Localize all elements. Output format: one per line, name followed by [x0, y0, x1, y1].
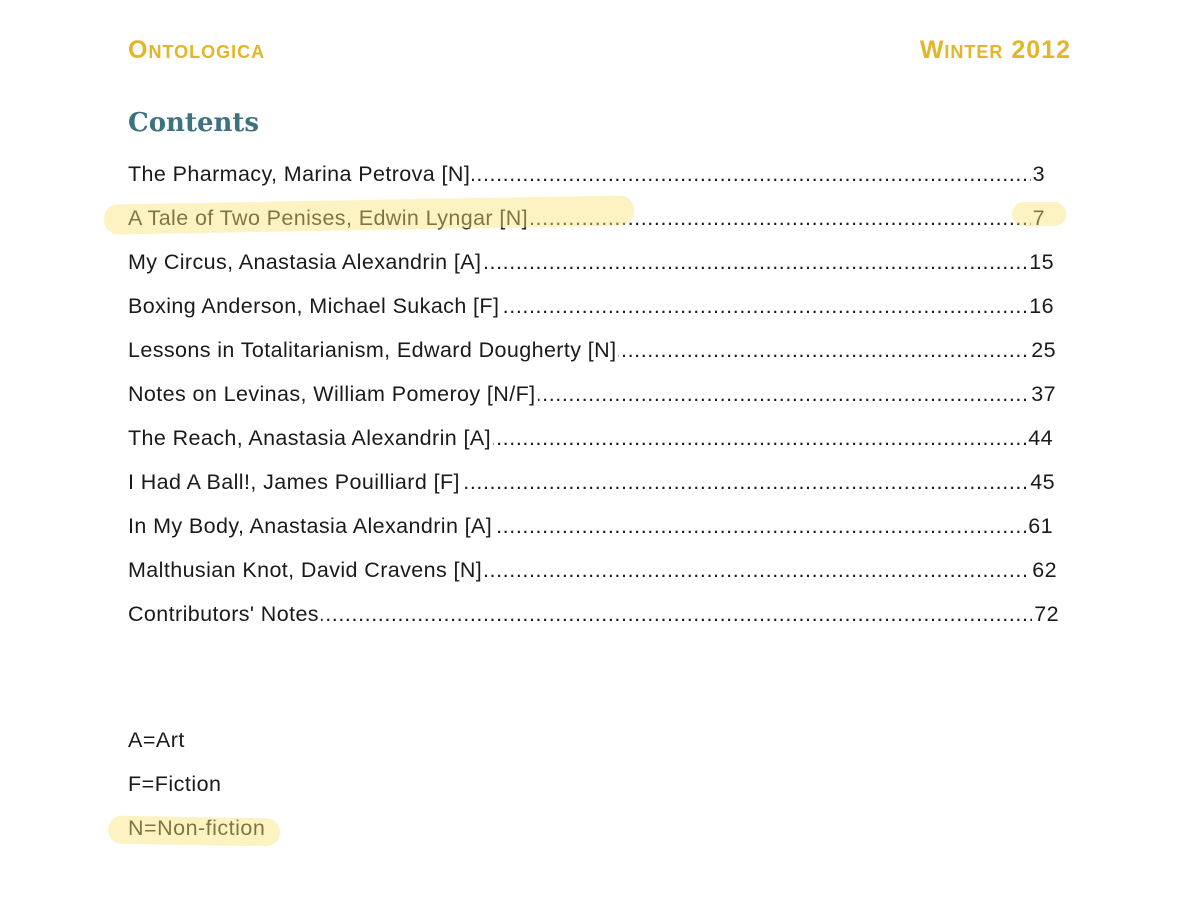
table-of-contents: [128, 154, 1059, 638]
toc-entry-page: 25: [1029, 330, 1056, 370]
toc-entry-title: Contributors' Notes: [128, 602, 319, 626]
toc-entry-page: 15: [1027, 242, 1054, 282]
toc-entry-page: 72: [1032, 594, 1059, 634]
toc-entry: [128, 374, 1056, 418]
toc-entry: [128, 462, 1055, 506]
toc-entry: [128, 594, 1059, 638]
toc-entry-title: A Tale of Two Penises, Edwin Lyngar [N]: [128, 206, 529, 230]
toc-entry-title: The Reach, Anastasia Alexandrin [A]: [128, 426, 491, 450]
toc-entry-page: 37: [1029, 374, 1056, 414]
toc-entry: [128, 506, 1053, 550]
toc-entry-page: 61: [1026, 506, 1053, 546]
toc-entry: [128, 550, 1057, 594]
toc-entry-title: Malthusian Knot, David Cravens [N]: [128, 558, 483, 582]
toc-entry: [128, 330, 1056, 374]
toc-entry: [128, 418, 1053, 462]
legend-item-fiction: F=Fiction: [128, 772, 222, 796]
toc-entry: [128, 154, 1045, 198]
toc-entry-title: Notes on Levinas, William Pomeroy [N/F]: [128, 382, 536, 406]
toc-entry-page: 62: [1030, 550, 1057, 590]
toc-entry-page: 7: [1031, 198, 1045, 238]
toc-entry-title: In My Body, Anastasia Alexandrin [A]: [128, 514, 493, 538]
contents-heading: Contents: [128, 108, 260, 138]
legend-item-nonfiction: N=Non-fiction: [128, 816, 266, 840]
toc-entry: [128, 198, 1045, 242]
category-legend: [128, 720, 265, 852]
toc-entry-page: 16: [1027, 286, 1054, 326]
toc-entry-page: 44: [1026, 418, 1053, 458]
issue-label: Winter 2012: [919, 36, 1071, 64]
journal-title: Ontologica: [128, 36, 266, 64]
toc-entry-page: 45: [1028, 462, 1055, 502]
toc-entry-title: The Pharmacy, Marina Petrova [N]: [128, 162, 471, 186]
toc-entry-title: Boxing Anderson, Michael Sukach [F]: [128, 294, 500, 318]
toc-entry: [128, 286, 1054, 330]
toc-entry-title: My Circus, Anastasia Alexandrin [A]: [128, 250, 482, 274]
toc-entry: [128, 242, 1054, 286]
legend-item-art: A=Art: [128, 728, 185, 752]
toc-entry-title: Lessons in Totalitarianism, Edward Dougherty [N]: [128, 338, 617, 362]
toc-entry-title: I Had A Ball!, James Pouilliard [F]: [128, 470, 460, 494]
toc-entry-page: 3: [1031, 154, 1045, 194]
